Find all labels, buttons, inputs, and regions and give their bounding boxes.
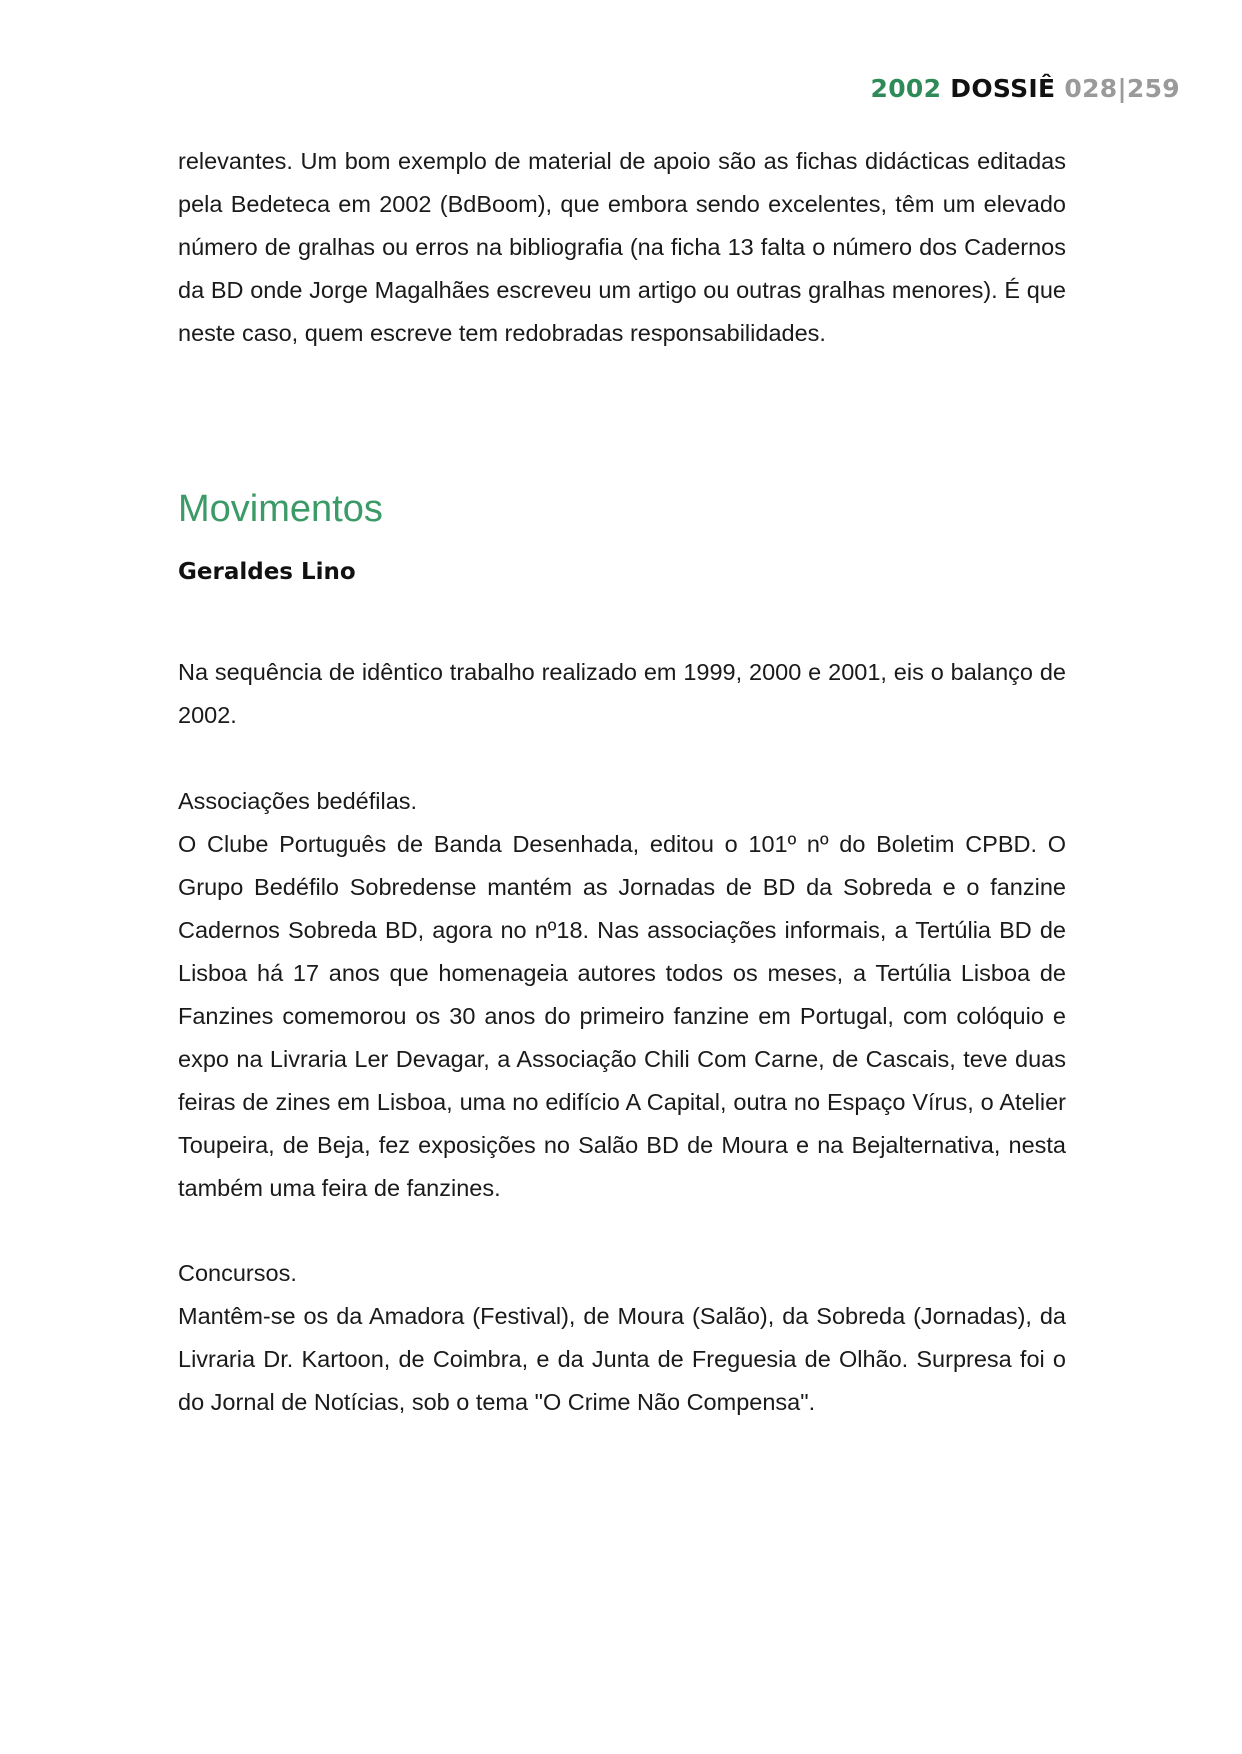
associations-paragraph: O Clube Português de Banda Desenhada, editou o 101º nº do Boletim CPBD. O Grupo Bedéfilo Sobredense mantém as Jornadas de BD da Sobreda e o fanzine Cadernos Sobreda BD, agora no nº18. Nas associações informais, a Tertúlia BD de Lisboa há 17 anos que homenageia autores todos os meses, a Tertúlia Lisboa de Fanzines comemorou os 30 anos do primeiro fanzine em Portugal, com colóquio e expo na Livraria Ler Devagar, a Associação Chili Com Carne, de Cascais, teve duas feiras de zines em Lisboa, uma no edifício A Capital, outra no Espaço Vírus, o Atelier Toupeira, de Beja, fez exposições no Salão BD de Moura e na Bejalternativa, nesta também uma feira de fanzines. (178, 831, 1066, 1201)
contests-paragraph: Mantêm-se os da Amadora (Festival), de Moura (Salão), da Sobreda (Jornadas), da Livraria Dr. Kartoon, de Coimbra, e da Junta de Freguesia de Olhão. Surpresa foi o do Jornal de Notícias, sob o tema "O Crime Não Compensa". (178, 1303, 1066, 1415)
header-title: DOSSIÊ (950, 74, 1056, 103)
opening-block (178, 651, 1066, 737)
header-year: 2002 (870, 74, 942, 103)
header-page-number: 028|259 (1064, 74, 1180, 103)
intro-block (178, 140, 1066, 355)
author-name: Geraldes Lino (178, 559, 356, 585)
contests-block (178, 1252, 1066, 1424)
section-title: Movimentos (178, 488, 383, 530)
contests-heading: Concursos. (178, 1260, 297, 1286)
page-header (871, 74, 1181, 103)
intro-paragraph: relevantes. Um bom exemplo de material de apoio são as fichas didácticas editadas pela Bedeteca em 2002 (BdBoom), que embora sendo excelentes, têm um elevado número de gralhas ou erros na bibliografia (na ficha 13 falta o número dos Cadernos da BD onde Jorge Magalhães escreveu um artigo ou outras gralhas menores). É que neste caso, quem escreve tem redobradas responsabilidades. (178, 148, 1066, 346)
opening-paragraph: Na sequência de idêntico trabalho realizado em 1999, 2000 e 2001, eis o balanço de 2002. (178, 659, 1066, 728)
associations-block (178, 780, 1066, 1210)
associations-heading: Associações bedéfilas. (178, 788, 418, 814)
